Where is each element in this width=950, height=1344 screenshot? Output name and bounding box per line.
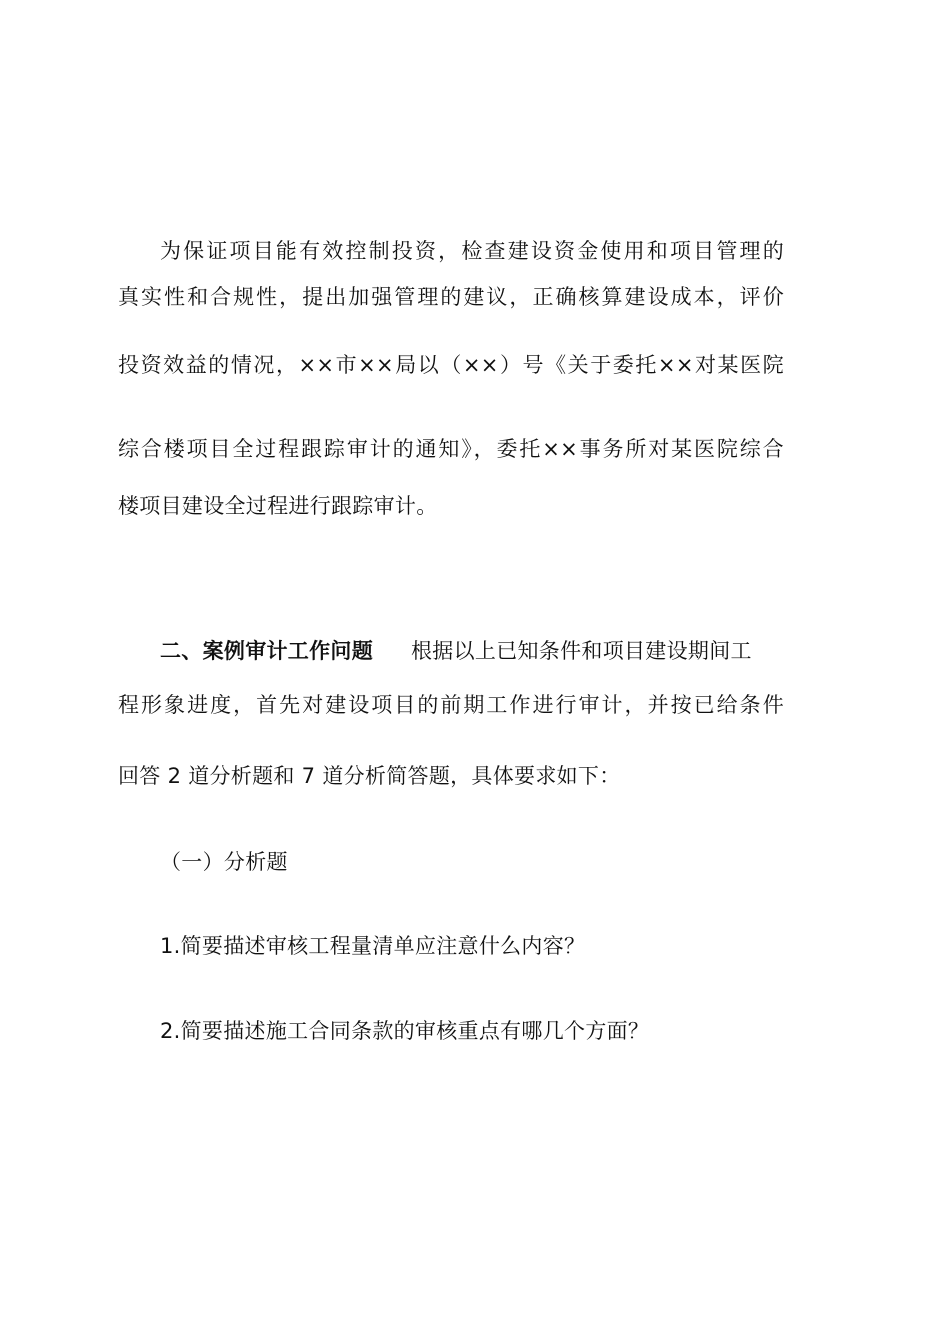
section-2-heading: 二、案例审计工作问题 [160,639,373,663]
paragraph-1-line-3: 投资效益的情况，××市××局以（××）号《关于委托××对某医院 [118,353,784,377]
paragraph-1-line-4: 综合楼项目全过程跟踪审计的通知》，委托××事务所对某医院综合 [118,437,784,461]
subsection-title: （一）分析题 [160,850,288,874]
question-item-2: 2.简要描述施工合同条款的审核重点有哪几个方面？ [160,1019,650,1043]
section-2-first-line [160,636,784,666]
question-item-1: 1.简要描述审核工程量清单应注意什么内容？ [160,934,586,958]
section-2-line-2: 程形象进度，首先对建设项目的前期工作进行审计，并按已给条件 [118,693,784,717]
paragraph-1-line-1: 为保证项目能有效控制投资，检查建设资金使用和项目管理的 [160,239,784,263]
paragraph-1-line-2: 真实性和合规性，提出加强管理的建议，正确核算建设成本，评价 [118,285,784,309]
paragraph-1-line-5: 楼项目建设全过程进行跟踪审计。 [118,494,438,518]
section-2-line-3: 回答 2 道分析题和 7 道分析简答题，具体要求如下： [118,764,621,788]
section-2-line-1-text: 根据以上已知条件和项目建设期间工 [411,639,752,663]
